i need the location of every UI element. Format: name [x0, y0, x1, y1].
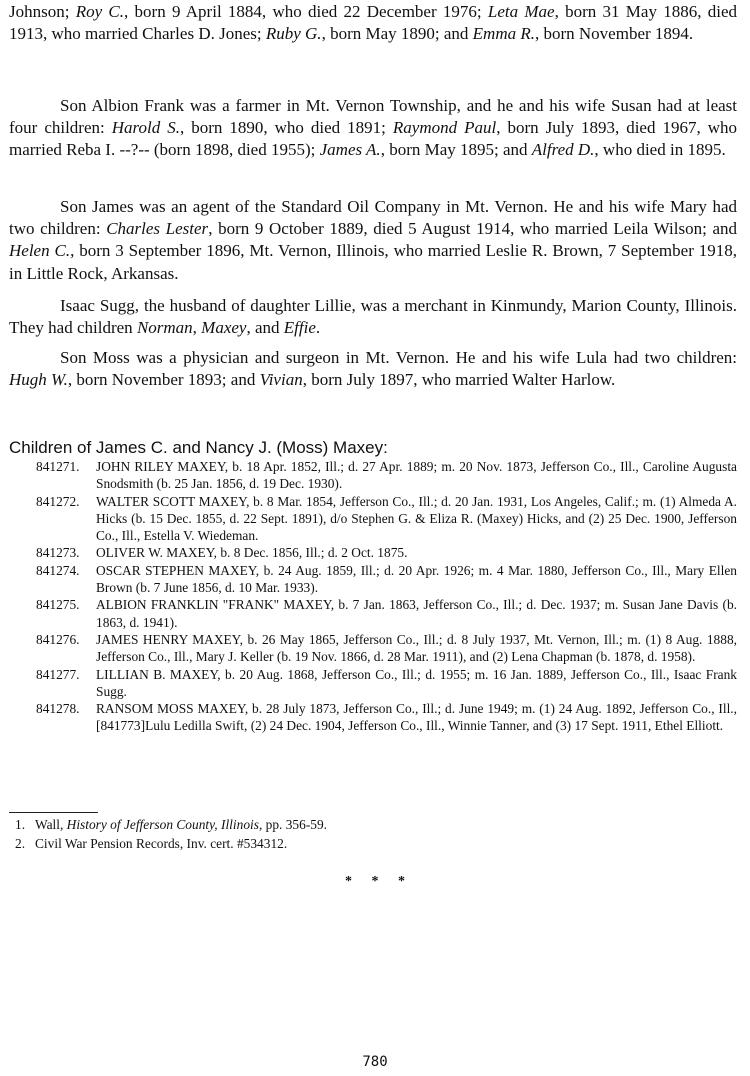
child-name: Ruby G.	[265, 24, 322, 44]
child-name: Effie	[283, 318, 316, 338]
child-name: Alfred D.	[531, 140, 595, 160]
list-item	[9, 562, 737, 597]
entry-number: 841276.	[36, 631, 80, 647]
child-name: Charles Lester	[106, 219, 209, 239]
child-name: Leta Mae	[487, 2, 555, 21]
footnote-text: , pp. 356-59.	[258, 817, 328, 832]
footnote-text: Wall,	[35, 817, 67, 832]
child-name: Helen C.	[9, 241, 71, 261]
entry-text: OLIVER W. MAXEY, b. 8 Dec. 1856, Ill.; d. 2 Oct. 1875.	[96, 545, 408, 561]
paragraph-james	[9, 196, 737, 285]
footnote-text: Civil War Pension Records, Inv. cert. #534312.	[35, 836, 288, 851]
entry-number: 841273.	[36, 545, 80, 561]
entry-number: 841277.	[36, 666, 80, 682]
text-run: , born 9 October 1889, died 5 August 1914, who married Leila Wilson; and	[208, 219, 738, 239]
entry-text: OSCAR STEPHEN MAXEY, b. 24 Aug. 1859, Ill.; d. 20 Apr. 1926; m. 4 Mar. 1880, Jefferson Co., Ill., Mary Ellen Brown (b. 7 June 1856, d. 10 Mar. 1933).	[96, 562, 737, 596]
text-run: , born 9 April 1884, who died 22 December 1976;	[124, 2, 488, 21]
list-item	[9, 700, 737, 735]
entry-text: RANSOM MOSS MAXEY, b. 28 July 1873, Jefferson Co., Ill.; d. June 1949; m. (1) 24 Aug. 1892, Jefferson Co., Ill., [841773]Lulu Ledilla Swift, (2) 24 Dec. 1904, Jefferson Co., Ill., Winnie Tanner, and (3) 17 Sept. 1911, Ethel Elliott.	[96, 701, 737, 734]
child-name: Hugh W.	[9, 370, 68, 390]
paragraph-moss	[9, 347, 737, 391]
text-run: , born November 1893; and	[67, 370, 260, 390]
list-item	[9, 544, 737, 561]
footnote	[9, 834, 737, 853]
entry-text: JAMES HENRY MAXEY, b. 26 May 1865, Jefferson Co., Ill.; d. 8 July 1937, Mt. Vernon, Ill.; m. (1) 8 Aug. 1888, Jefferson Co., Ill., Mary J. Keller (b. 19 Nov. 1866, d. 28 Mar. 1911), and (2) Lena Chapman (b. 1878, d. 1958).	[96, 631, 737, 665]
entry-number: 841271.	[36, 459, 80, 474]
text-run: ,	[192, 318, 202, 338]
child-name: Maxey	[201, 318, 247, 338]
list-item	[9, 493, 737, 545]
text-run: Son James was an agent of the Standard Oil Company in Mt. Vernon. He and his wife Mary had two children:	[9, 197, 737, 239]
entry-number: 841278.	[36, 701, 80, 717]
text-run: Son Moss was a physician and surgeon in Mt. Vernon. He and his wife Lula had two children:	[60, 348, 737, 367]
child-name: Vivian	[259, 370, 303, 390]
child-name: Roy C.	[75, 2, 125, 21]
entry-text: JOHN RILEY MAXEY, b. 18 Apr. 1852, Ill.; d. 27 Apr. 1889; m. 20 Nov. 1873, Jefferson Co., Ill., Caroline Augusta Snodsmith (b. 25 Jan. 1856, d. 19 Dec. 1930).	[96, 459, 737, 492]
text-run: , who died in 1895.	[594, 140, 726, 160]
children-heading: Children of James C. and Nancy J. (Moss) Maxey:	[9, 438, 388, 457]
text-run: , born 31 May 1886, died 1913, who married Charles D. Jones;	[9, 2, 737, 44]
list-item	[9, 666, 737, 701]
text-run: , born 3 September 1896, Mt. Vernon, Illinois, who married Leslie R. Brown, 7 September 1918, in Little Rock, Arkansas.	[9, 241, 737, 283]
text-run: .	[315, 318, 321, 338]
entry-text: LILLIAN B. MAXEY, b. 20 Aug. 1868, Jefferson Co., Ill.; d. 1955; m. 16 Jan. 1889, Jefferson Co., Ill., Isaac Frank Sugg.	[96, 666, 737, 699]
entry-text: ALBION FRANKLIN "FRANK" MAXEY, b. 7 Jan. 1863, Jefferson Co., Ill.; d. Dec. 1937; m. Susan Jane Davis (b. 1863, d. 1941).	[96, 597, 737, 630]
paragraph-isaac-sugg	[9, 295, 737, 339]
child-name: Harold S.	[111, 118, 180, 138]
footnote	[9, 815, 737, 834]
entry-number: 841275.	[36, 597, 80, 613]
child-name: James A.	[319, 140, 381, 160]
text-run: Isaac Sugg, the husband of daughter Lillie, was a merchant in Kinmundy, Marion County, Illinois. They had children	[9, 296, 737, 338]
text-run: , born November 1894.	[534, 24, 694, 44]
text-run: Johnson;	[9, 2, 76, 21]
list-item	[9, 458, 737, 493]
entry-text: WALTER SCOTT MAXEY, b. 8 Mar. 1854, Jefferson Co., Ill.; d. 20 Jan. 1931, Los Angeles, Calif.; m. (1) Almeda A. Hicks (b. 15 Dec. 1855, d. 22 Sept. 1891), d/o Stephen G. & Eliza R. (Maxey) Hicks, and (2) 25 Dec. 1900, Jefferson Co., Ill., Estella V. Wiedeman.	[96, 493, 737, 544]
footnotes-list	[9, 815, 737, 853]
child-name: Emma R.	[472, 24, 535, 44]
text-run: , and	[246, 318, 284, 338]
text-run: Son Albion Frank was a farmer in Mt. Vernon Township, and he and his wife Susan had at least four children:	[9, 96, 737, 138]
text-run: , born May 1890; and	[321, 24, 473, 44]
footnote-number: 1.	[15, 817, 26, 832]
children-list	[9, 458, 737, 735]
list-item	[9, 631, 737, 666]
list-item	[9, 596, 737, 631]
child-name: Raymond Paul	[392, 118, 497, 138]
entry-number: 841274.	[36, 562, 80, 578]
section-break: * * *	[345, 874, 413, 889]
footnote-title: History of Jefferson County, Illinois	[66, 817, 259, 832]
footnote-number: 2.	[15, 836, 26, 851]
entry-number: 841272.	[36, 493, 80, 509]
child-name: Norman	[136, 318, 193, 338]
footnote-divider	[9, 812, 98, 813]
text-run: , born 1890, who died 1891;	[179, 118, 393, 138]
text-run: , born May 1895; and	[380, 140, 532, 160]
paragraph-albion-frank	[9, 95, 737, 162]
text-run: , born July 1893, died 1967, who married Reba I. --?-- (born 1898, died 1955);	[9, 118, 737, 160]
page-number: 780	[362, 1054, 388, 1070]
paragraph-johnson-children	[9, 1, 737, 45]
text-run: , born July 1897, who married Walter Harlow.	[302, 370, 616, 390]
